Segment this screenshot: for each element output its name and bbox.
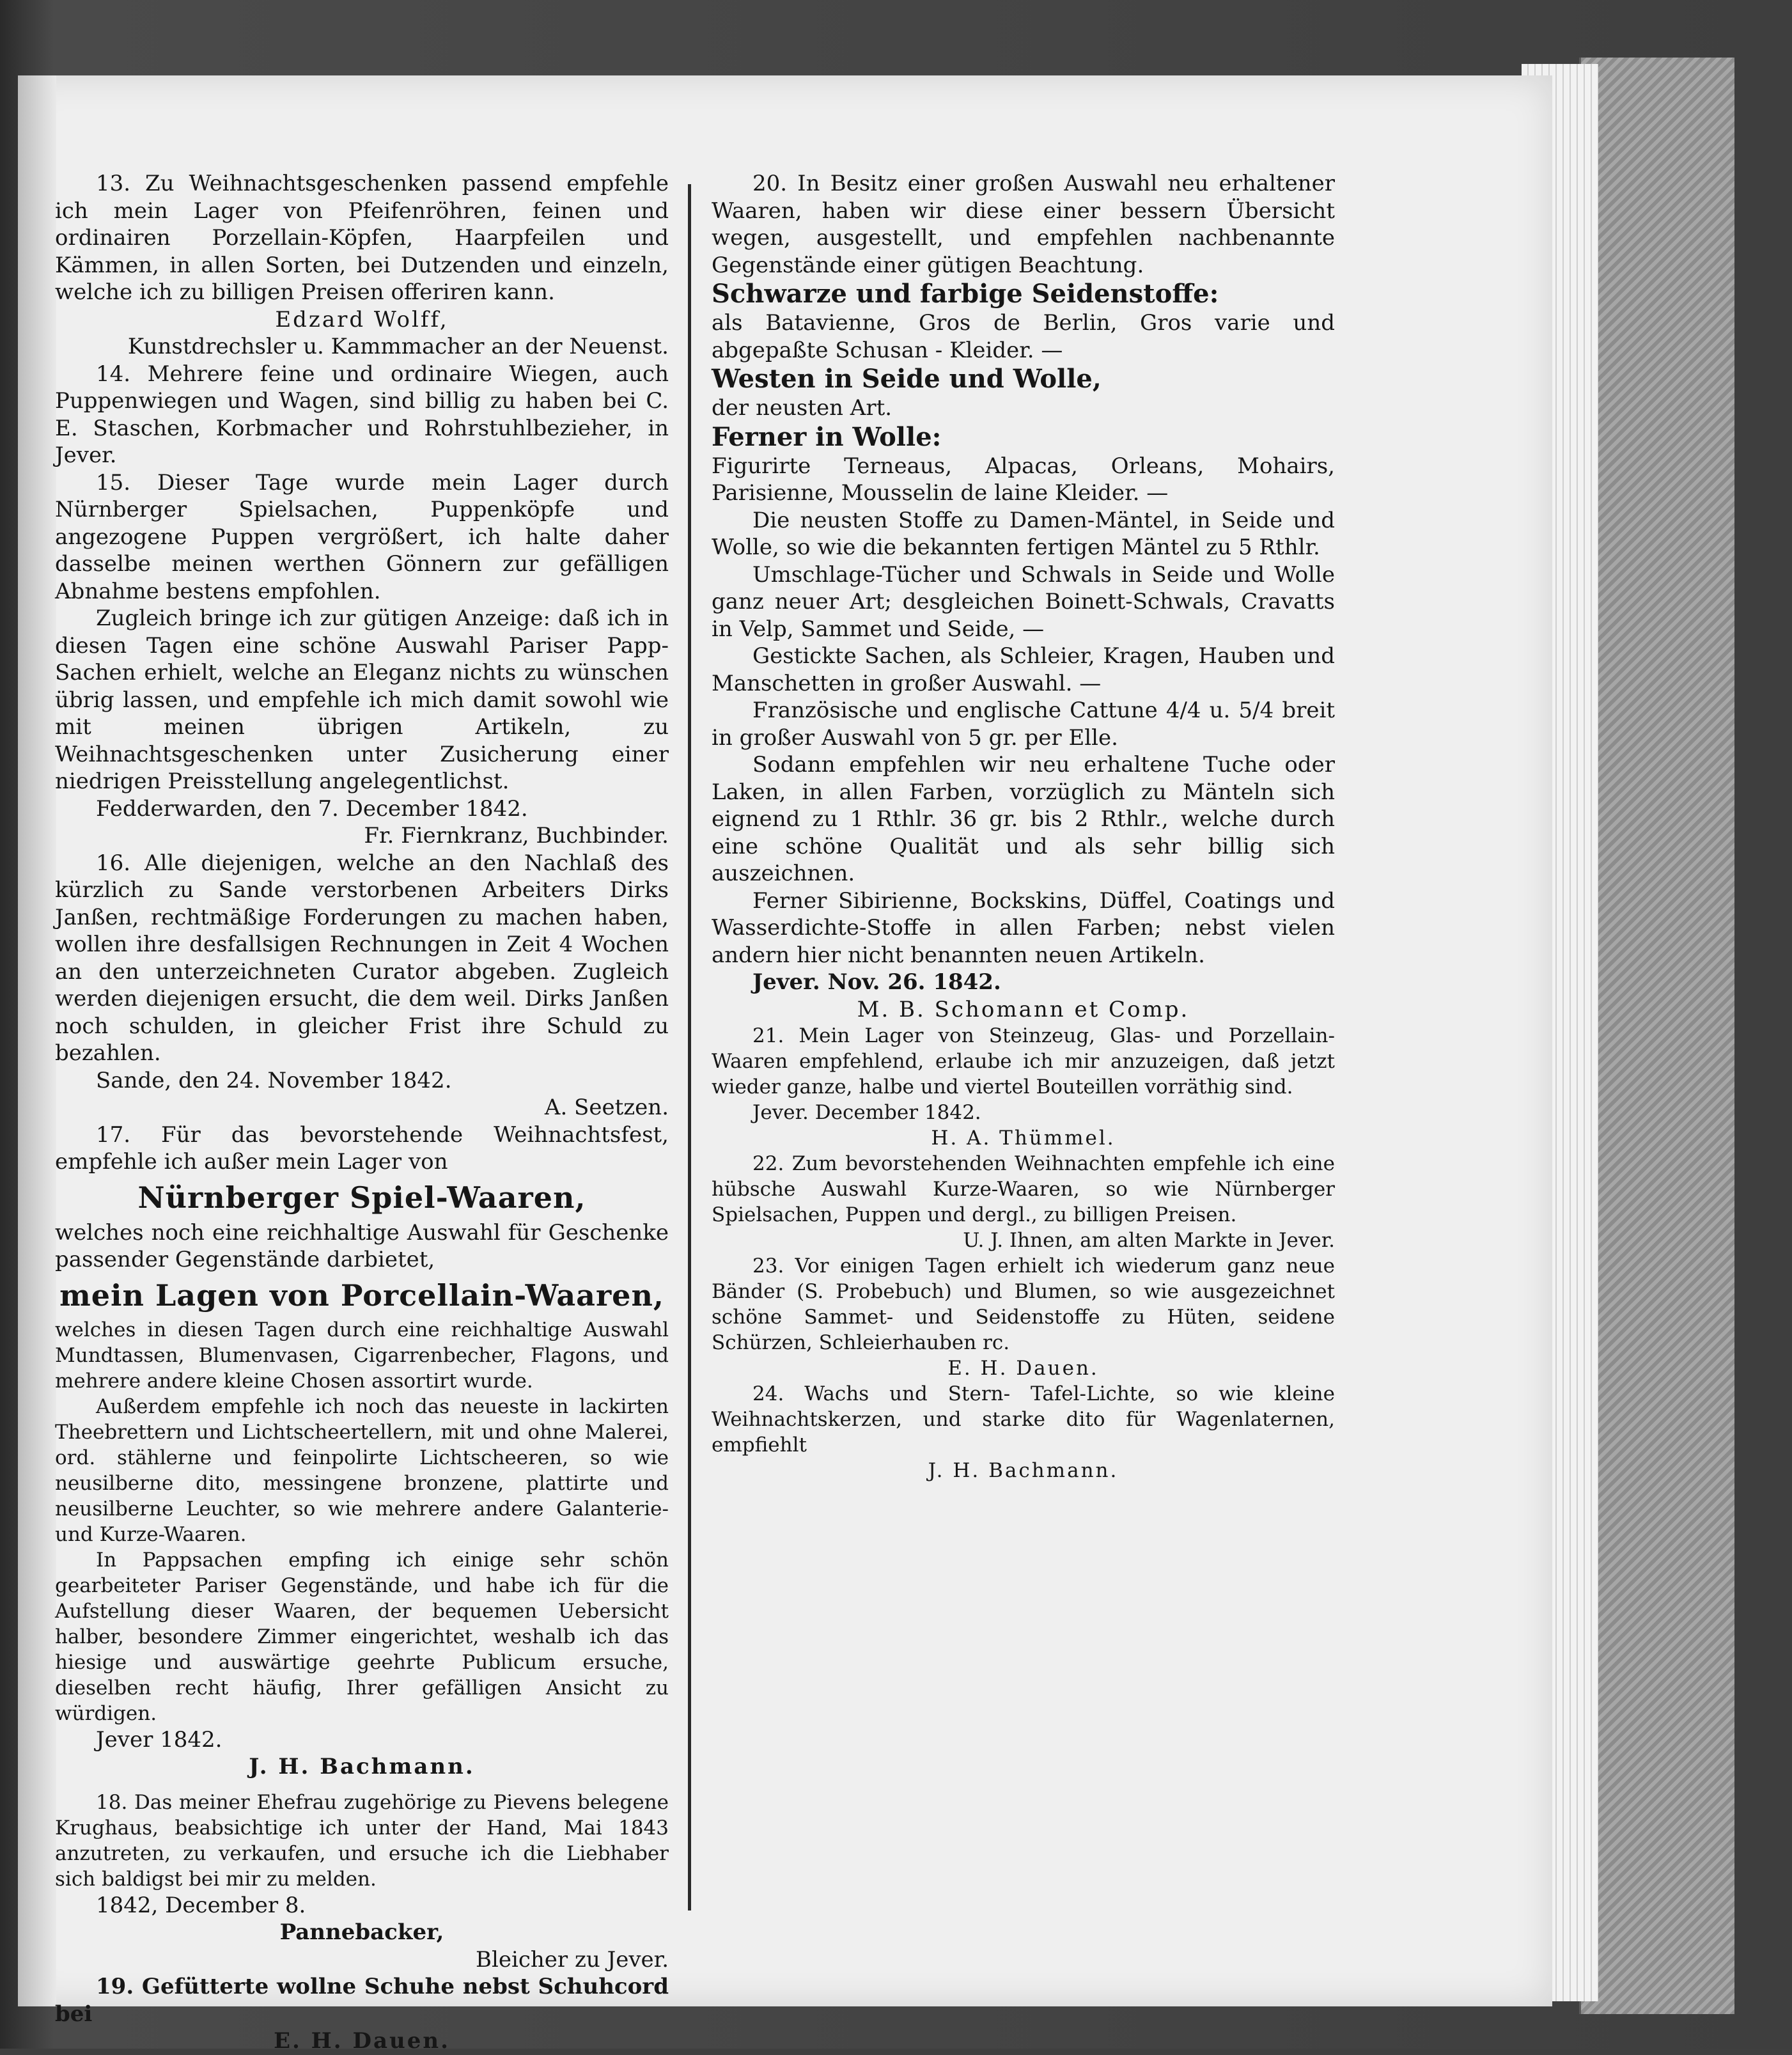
ad-23: [712, 1253, 1335, 1381]
ad-signature: A. Seetzen.: [544, 1095, 669, 1120]
ad-signature-name: Edzard Wolff,: [275, 306, 449, 332]
ad-signature: J. H. Bachmann.: [249, 1754, 475, 1779]
ad-text-2: Zugleich bringe ich zur gütigen Anzeige: daß ich in diesen Tagen eine schöne Auswahl Pariser Papp-Sachen erhielt, welche an Eleganz nichts zu wünschen übrig lassen, und empfehle ich mich damit sowohl wie mit meinen übrigen Artikeln, zu Weihnachtsgeschenken unter Zusicherung einer niedrigen Preisstellung angelegentlichst.: [55, 606, 669, 794]
ad-signature: M. B. Schomann et Comp.: [857, 996, 1190, 1022]
ad-signature: J. H. Bachmann.: [928, 1459, 1119, 1482]
ad-headline-1: Nürnberger Spiel-Waaren,: [137, 1180, 586, 1215]
ad-text: 20. In Besitz einer großen Auswahl neu erhaltener Waaren, haben wir diese einer bessern Übersicht wegen, ausgestellt, und empfehlen nachbenannte Gegenstände einer gütigen Beachtung.: [712, 171, 1335, 278]
ad-text-1: welches noch eine reichhaltige Auswahl für Geschenke passender Gegenstände darbietet,: [55, 1219, 669, 1272]
ad-20: [712, 170, 1335, 1023]
ad-date: 1842, December 8.: [96, 1892, 306, 1918]
ad-text-9: Ferner Sibirienne, Bockskins, Düffel, Coatings und Wasserdichte-Stoffe in allen Farben; nebst vielen andern hier nicht benannten neuen Artikeln.: [712, 887, 1335, 968]
ad-text: 21. Mein Lager von Steinzeug, Glas- und Porzellain-Waaren empfehlend, erlaube ich mir anzuzeigen, daß jetzt wieder ganze, halbe und viertel Bouteillen vorräthig sind.: [712, 1024, 1335, 1098]
ad-date: Sande, den 24. November 1842.: [96, 1067, 452, 1093]
ad-text-2: der neusten Art.: [712, 395, 892, 421]
ad-signature: Fr. Fiernkranz, Buchbinder.: [364, 823, 669, 848]
ad-date: Jever. December 1842.: [752, 1101, 981, 1124]
book-cover-edge: [1579, 58, 1734, 2014]
ad-signature: Kunstdrechsler u. Kammmacher an der Neuenst.: [127, 334, 669, 359]
ad-text-6: Gestickte Sachen, als Schleier, Kragen, Hauben und Manschetten in großer Auswahl. —: [712, 643, 1335, 696]
ad-text-8: Sodann empfehlen wir neu erhaltene Tuche oder Laken, in allen Farben, vorzüglich zu Mänteln sich eignend zu 1 Rthlr. 36 gr. bis 2 Rthlr., welche durch eine schöne Qualität und als sehr billig sich auszeichnen.: [712, 752, 1335, 886]
ad-signature: U. J. Ihnen, am alten Markte in Jever.: [963, 1229, 1335, 1252]
ad-headline-2: Westen in Seide und Wolle,: [712, 364, 1102, 394]
ad-headline-3: Ferner in Wolle:: [712, 421, 942, 452]
ad-signature: E. H. Dauen.: [274, 2028, 450, 2054]
right-column: [712, 170, 1335, 1483]
ad-14: [55, 361, 669, 469]
left-column: [55, 170, 669, 2055]
ad-21: [712, 1023, 1335, 1151]
ad-signature-name: Pannebacker,: [279, 1919, 444, 1945]
ad-13: [55, 170, 669, 361]
ad-text: 15. Dieser Tage wurde mein Lager durch Nürnberger Spielsachen, Puppenköpfe und angezogene Puppen vergrößert, ich halte daher dasselbe meinen werthen Gönnern zur gefälligen Abnahme bestens empfohlen.: [55, 469, 669, 604]
newspaper-page: [18, 75, 1552, 2054]
ad-signature: H. A. Thümmel.: [931, 1127, 1116, 1150]
ad-text-4: In Pappsachen empfing ich einige sehr schön gearbeiteter Pariser Gegenstände, und habe ich für die Aufstellung dieser Waaren, der bequemen Uebersicht halber, besondere Zimmer eingerichtet, weshalb ich das hiesige und auswärtige geehrte Publicum ersuche, dieselben recht häufig, Ihrer gefälligen Ansicht zu würdigen.: [55, 1548, 669, 1725]
ad-text-3: Figurirte Terneaus, Alpacas, Orleans, Mohairs, Parisienne, Mousselin de laine Kleider. —: [712, 453, 1335, 506]
ad-text: 13. Zu Weihnachtsgeschenken passend empfehle ich mein Lager von Pfeifenröhren, feinen und ordinairen Porzellain-Köpfen, Haarpfeilen und Kämmen, in allen Sorten, bei Dutzenden und einzeln, welche ich zu billigen Preisen offeriren kann.: [55, 171, 669, 305]
ad-19: [55, 1973, 669, 2055]
ad-text-5: Umschlage-Tücher und Schwals in Seide und Wolle ganz neuer Art; desgleichen Boinett-Schwals, Cravatts in Velp, Sammet und Seide, —: [712, 561, 1335, 642]
ad-text: 24. Wachs und Stern- Tafel-Lichte, so wie kleine Weihnachtskerzen, und starke dito für Wagenlaternen, empfiehlt: [712, 1382, 1335, 1457]
ad-signature: Bleicher zu Jever.: [476, 1946, 669, 1973]
ad-date: Jever 1842.: [96, 1726, 222, 1753]
column-divider: [688, 184, 691, 1910]
ad-signature: E. H. Dauen.: [947, 1357, 1099, 1380]
ad-headline-2: mein Lagen von Porcellain-Waaren,: [59, 1278, 664, 1313]
binding-gutter: [18, 75, 56, 2006]
ad-24: [712, 1381, 1335, 1483]
ad-text: 14. Mehrere feine und ordinaire Wiegen, auch Puppenwiegen und Wagen, sind billig zu haben bei C. E. Staschen, Korbmacher und Rohrstuhlbezieher, in Jever.: [55, 361, 669, 468]
ad-18: [55, 1790, 669, 1974]
ad-date: Fedderwarden, den 7. December 1842.: [96, 795, 528, 822]
ad-text: 18. Das meiner Ehefrau zugehörige zu Pievens belegene Krughaus, beabsichtige ich unter der Hand, Mai 1843 anzutreten, zu verkaufen, und ersuche ich die Liebhaber sich baldigst bei mir zu melden.: [55, 1790, 669, 1891]
ad-text: 23. Vor einigen Tagen erhielt ich wiederum ganz neue Bänder (S. Probebuch) und Blumen, so wie ausgezeichnet schöne Sammet- und Seidenstoffe zu Hüten, seidene Schürzen, Schleierhauben rc.: [712, 1254, 1335, 1354]
ad-16: [55, 850, 669, 1121]
ad-text-4: Die neusten Stoffe zu Damen-Mäntel, in Seide und Wolle, so wie die bekannten fertigen Mäntel zu 5 Rthlr.: [712, 507, 1335, 560]
ad-text: 16. Alle diejenigen, welche an den Nachlaß des kürzlich zu Sande verstorbenen Arbeiters Dirks Janßen, rechtmäßige Forderungen zu machen haben, wollen ihre desfallsigen Rechnungen in Zeit 4 Wochen an den unterzeichneten Curator abgeben. Zugleich werden diejenigen ersucht, die dem weil. Dirks Janßen noch schulden, in gleicher Frist ihre Schuld zu bezahlen.: [55, 850, 669, 1066]
ad-text-3: Außerdem empfehle ich noch das neueste in lackirten Theebrettern und Lichtscheertellern, mit und ohne Malerei, ord. stählerne und feinpolirte Lichtscheeren, so wie neusilberne dito, messingene bronzene, plattirte und neusilberne Leuchter, so wie mehrere andere Galanterie- und Kurze-Waaren.: [55, 1395, 669, 1546]
ad-date: Jever. Nov. 26. 1842.: [752, 969, 1001, 995]
ad-text-2: welches in diesen Tagen durch eine reichhaltige Auswahl Mundtassen, Blumenvasen, Cigarrenbecher, Flagons, und mehrere andere kleine Chosen assortirt wurde.: [55, 1318, 669, 1393]
ad-17: [55, 1121, 669, 1781]
ad-text-1: als Batavienne, Gros de Berlin, Gros varie und abgepaßte Schusan - Kleider. —: [712, 310, 1335, 363]
ad-text: 22. Zum bevorstehenden Weihnachten empfehle ich eine hübsche Auswahl Kurze-Waaren, so wie Nürnberger Spielsachen, Puppen und dergl., zu billigen Preisen.: [712, 1152, 1335, 1226]
ad-headline-1: Schwarze und farbige Seidenstoffe:: [712, 279, 1219, 309]
ad-text: 19. Gefütterte wollne Schuhe nebst Schuhcord bei: [55, 1974, 669, 2027]
ad-intro: 17. Für das bevorstehende Weihnachtsfest, empfehle ich außer mein Lager von: [55, 1121, 669, 1175]
ad-text-7: Französische und englische Cattune 4/4 u. 5/4 breit in großer Auswahl von 5 gr. per Elle.: [712, 698, 1335, 751]
ad-22: [712, 1151, 1335, 1253]
ad-15: [55, 469, 669, 850]
